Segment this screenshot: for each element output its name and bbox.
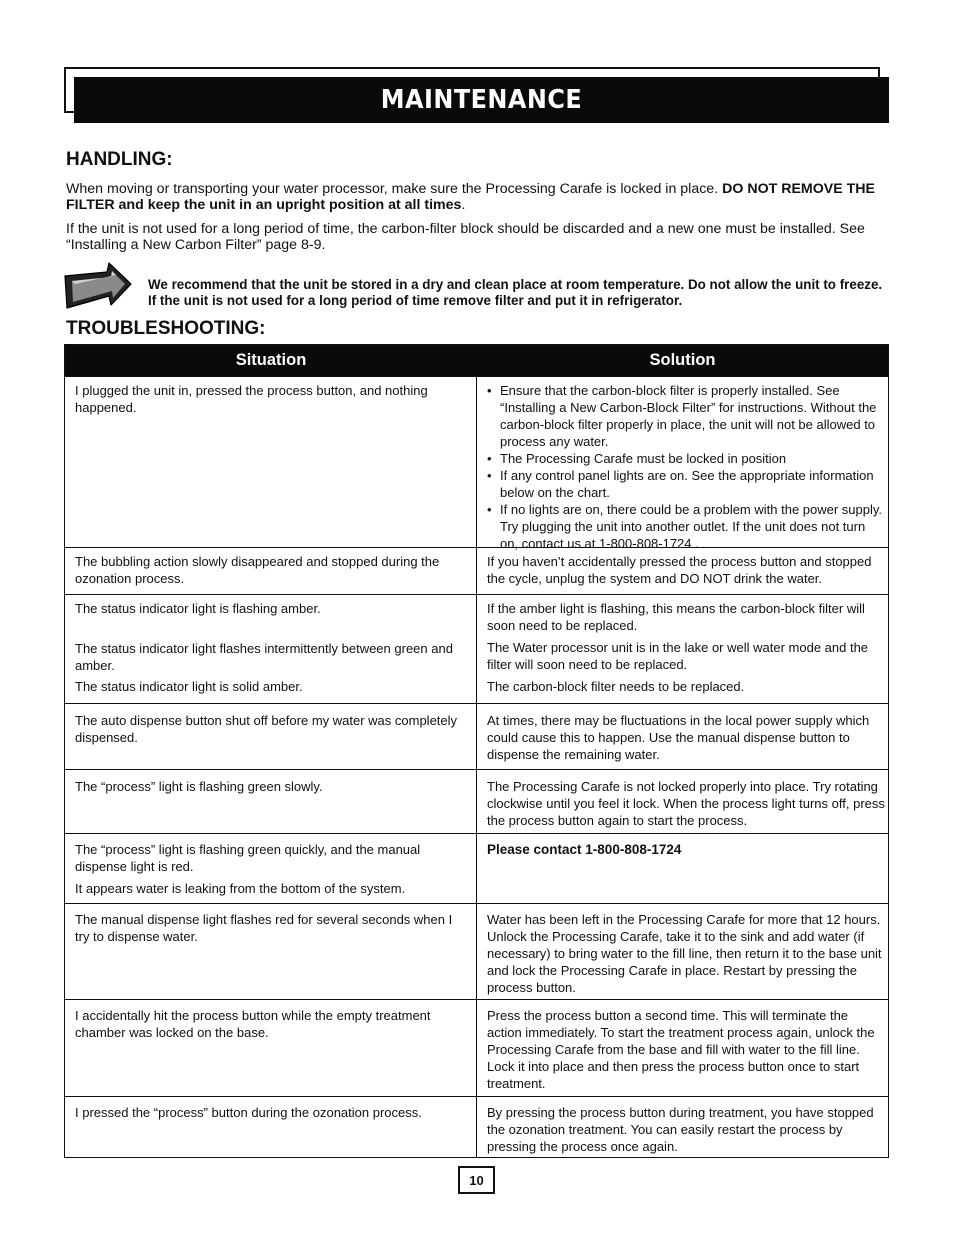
solution-bullet: • The Processing Carafe must be locked in position — [487, 450, 885, 467]
situation-text: The auto dispense button shut off before my water was completely dispensed. — [75, 713, 458, 745]
situation-text: The “process” light is flashing green quickly, and the manual dispense light is red. — [75, 842, 421, 874]
storage-note: We recommend that the unit be stored in a dry and clean place at room temperature. Do not allow the unit to freeze. If the unit is not used for a long period of time remove filter and put it in refrigerator. — [148, 277, 883, 308]
situation-text: The status indicator light is flashing amber. — [75, 601, 321, 616]
solution-list — [487, 382, 885, 552]
situation-text: I plugged the unit in, pressed the process button, and nothing happened. — [75, 383, 428, 415]
table-row — [65, 903, 888, 999]
table-row — [65, 703, 888, 769]
situation-cell — [65, 834, 477, 903]
solution-bullet: • If any control panel lights are on. See the appropriate information below on the chart. — [487, 467, 885, 501]
troubleshooting-heading: TROUBLESHOOTING: — [66, 318, 266, 339]
solution-cell — [477, 834, 888, 903]
situation-text: The status indicator light is solid amber. — [75, 679, 303, 694]
situation-cell — [65, 1000, 477, 1096]
table-row — [65, 999, 888, 1096]
situation-cell — [65, 595, 477, 703]
solution-cell — [477, 548, 888, 594]
arrow-right-icon — [63, 262, 133, 310]
solution-text: The Processing Carafe is not locked properly into place. Try rotating clockwise until you feel it lock. When the process light turns off, press the process button again to start the process. — [487, 779, 885, 828]
troubleshooting-table — [64, 344, 889, 1158]
situation-text: The “process” light is flashing green slowly. — [75, 779, 323, 794]
situation-text: I pressed the “process” button during the ozonation process. — [75, 1105, 422, 1120]
situation-cell — [65, 548, 477, 594]
table-row — [65, 833, 888, 903]
situation-text: The manual dispense light flashes red for several seconds when I try to dispense water. — [75, 912, 453, 944]
situation-cell — [65, 1097, 477, 1157]
solution-cell — [477, 377, 888, 551]
solution-text: The Water processor unit is in the lake or well water mode and the filter will soon need to be replaced. — [487, 640, 869, 672]
title-banner — [74, 77, 889, 123]
solution-text: If you haven’t accidentally pressed the process button and stopped the cycle, unplug the system and DO NOT drink the water. — [487, 554, 872, 586]
contact-phone-text: Please contact 1-800-808-1724 — [487, 842, 682, 857]
solution-text: Press the process button a second time. This will terminate the action immediately. To start the treatment process again, unlock the Processing Carafe from the base and fill with water to the fill line. Lock it into place and then press the process button once to start treatment. — [487, 1008, 875, 1091]
table-row — [65, 594, 888, 703]
table-row — [65, 547, 888, 594]
solution-text: If the amber light is flashing, this means the carbon-block filter will soon need to be replaced. — [487, 601, 865, 633]
column-header-solution: Solution — [649, 351, 716, 369]
situation-text: The bubbling action slowly disappeared and stopped during the ozonation process. — [75, 554, 440, 586]
solution-cell — [477, 1000, 888, 1096]
handling-heading: HANDLING: — [66, 149, 173, 170]
solution-cell — [477, 904, 888, 999]
solution-text: Water has been left in the Processing Carafe for more that 12 hours. Unlock the Processing Carafe, take it to the sink and add water (if necessary) to bring water to the fill line, then return it to the base unit and lock the Processing Carafe in place. Restart by pressing the process button. — [487, 912, 882, 995]
handling-p1-text: When moving or transporting your water processor, make sure the Processing Carafe is locked in place. — [66, 181, 723, 197]
handling-p1-end: . — [461, 196, 466, 213]
table-row — [65, 376, 888, 551]
solution-cell — [477, 595, 888, 703]
situation-cell — [65, 904, 477, 999]
solution-cell — [477, 704, 888, 769]
situation-text: The status indicator light flashes intermittently between green and amber. — [75, 641, 453, 673]
solution-cell — [477, 1097, 888, 1157]
page-title: MAINTENANCE — [380, 85, 583, 115]
situation-text: I accidentally hit the process button while the empty treatment chamber was locked on the base. — [75, 1008, 431, 1040]
solution-text: At times, there may be fluctuations in the local power supply which could cause this to happen. Use the manual dispense button to dispense the remaining water. — [487, 713, 870, 762]
solution-text: By pressing the process button during treatment, you have stopped the ozonation treatment. You can easily restart the process by pressing the process once again. — [487, 1105, 874, 1154]
column-header-situation: Situation — [235, 351, 307, 369]
page-number: 10 — [458, 1166, 495, 1194]
solution-bullet: • If no lights are on, there could be a problem with the power supply. Try plugging the unit into another outlet. If the unit does not turn on, contact us at 1-800-808-1724 . — [487, 501, 885, 552]
handling-paragraph-2: If the unit is not used for a long period of time, the carbon-filter block should be discarded and a new one must be installed. See “Installing a New Carbon Filter” page 8-9. — [66, 221, 865, 253]
table-row — [65, 1096, 888, 1157]
situation-cell — [65, 704, 477, 769]
solution-cell — [477, 770, 888, 833]
table-header — [65, 345, 888, 376]
situation-cell — [65, 377, 477, 547]
handling-paragraph-1 — [66, 182, 886, 213]
table-row — [65, 769, 888, 833]
situation-cell — [65, 770, 477, 833]
situation-text: It appears water is leaking from the bottom of the system. — [75, 881, 406, 896]
solution-bullet: • Ensure that the carbon-block filter is properly installed. See “Installing a New Carbon-Block Filter” for instructions. Without the carbon-block filter properly in place, the unit will not be allowed to process any water. — [487, 382, 885, 450]
handling-p1-bold: DO NOT REMOVE THE FILTER and keep the unit in an upright position at all times — [66, 181, 876, 213]
solution-text: The carbon-block filter needs to be replaced. — [487, 679, 745, 694]
